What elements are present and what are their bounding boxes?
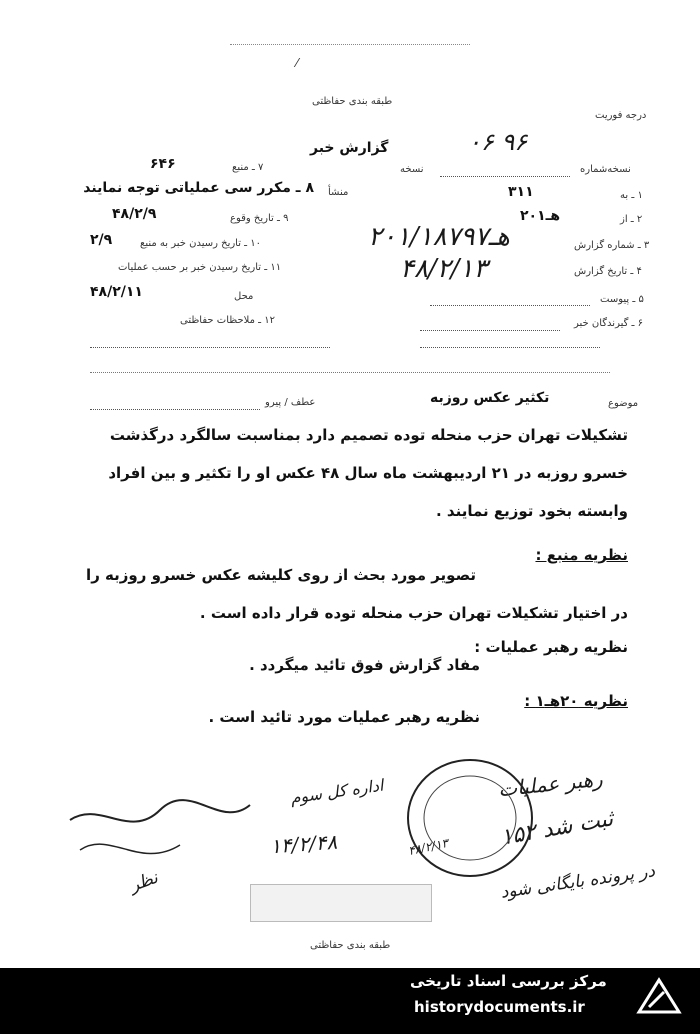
ref-dots [90,409,260,410]
top-rule [230,44,470,45]
brand-title: مرکز بررسی اسناد تاریخی [410,972,607,990]
recipients-dots-2 [420,347,600,348]
office-opinion-label: نظریه ۲۰هـ۱ : [524,692,628,710]
handwriting-note: نظر [127,867,161,897]
recipients-dots [420,330,560,331]
page-title: گزارش خبر [310,140,389,156]
body-line-1: تشکیلات تهران حزب منحله توده تصمیم دارد بمناسبت سالگرد درگذشت [109,426,628,444]
signature [60,790,260,900]
supervisor-opinion-label: نظریه رهبر عملیات : [474,638,628,656]
divider [90,372,610,373]
stamp-date: ۴۸/۲/۱۳ [406,835,450,859]
to-label: ۱ ـ به [620,190,643,201]
handwriting-supervisor: رهبر عملیات [497,766,604,802]
from-label: ۲ ـ از [620,214,643,225]
receipt-source-label: ۱۰ ـ تاریخ رسیدن خبر به منبع [140,238,262,249]
source-opinion-line-1: تصویر مورد بحث از روی کلیشه عکس خسرو روزبه را [86,566,476,584]
notes-dots [90,347,330,348]
classification-label: طبقه بندی حفاظتی [312,96,393,107]
report-number-value: ۲۰هـ۱/۱۸۷۹۷ [368,222,510,252]
subject-value: تکثیر عکس روزبه [430,390,550,406]
handwriting-registered: ثبت شد ۱۵۲ [498,806,616,851]
priority-label: درجه فوریت [595,110,647,121]
place-value: ۴۸/۲/۱۱ [90,284,143,300]
faded-stamp [250,884,432,922]
report-date-value: ۴۸/۲/۱۳ [400,254,488,284]
subject-label: موضوع [608,398,639,409]
brand-url: historydocuments.ir [414,998,585,1016]
copy-dots [440,176,570,177]
event-date-value: ۴۸/۲/۹ [112,206,157,222]
handwriting-date: ۱۴/۲/۴۸ [269,829,338,859]
origin-label: منشأ [328,187,349,198]
source-opinion-label: نظریه منبع : [535,546,628,564]
body-line-2: خسرو روزبه در ۲۱ اردیبهشت ماه سال ۴۸ عکس او را تکثیر و بین افراد [108,464,628,482]
report-date-label: ۴ ـ تاریخ گزارش [574,266,642,277]
recipients-label: ۶ ـ گیرندگان خبر [574,318,644,329]
handwriting-file: در پرونده بایگانی شود [499,861,657,903]
receipt-ops-label: ۱۱ ـ تاریخ رسیدن خبر بر حسب عملیات [118,262,282,273]
handwriting-office: اداره کل سوم [289,775,385,808]
corner-mark: ⁄ [296,56,299,70]
stamp-seal [400,748,540,888]
supervisor-opinion-text: مفاد گزارش فوق تائید میگردد . [249,656,480,674]
event-date-label: ۹ ـ تاریخ وقوع [230,213,289,224]
source-opinion-line-2: در اختیار تشکیلات تهران حزب منحله توده قرار داده است . [199,604,628,622]
to-value: ۳۱۱ [508,184,534,200]
copy-label: نسخه [400,164,424,175]
copy-number-label: نسخه‌شماره [580,164,631,175]
from-value: ۲۰هـ۱ [520,208,561,224]
attachment-dots [430,305,590,306]
report-number-label: ۳ ـ شماره گزارش [574,240,650,251]
source-label: ۷ ـ منبع [232,162,264,173]
attachment-label: ۵ ـ پیوست [600,294,644,305]
body-line-3: وابسته بخود توزیع نمایند . [435,502,628,520]
place-label: محل [234,291,254,302]
origin-value: ۸ ـ مکرر سی عملیاتی توجه نمایند [83,180,314,196]
office-opinion-text: نظریه رهبر عملیات مورد تائید است . [208,708,480,726]
footer-classification-label: طبقه بندی حفاظتی [310,940,391,951]
notes-label: ۱۲ ـ ملاحظات حفاظتی [180,315,275,326]
brand-logo-icon [634,972,684,1022]
handwritten-number: ۰۶ ۹۶ [468,128,528,156]
receipt-source-value: ۲/۹ [90,232,113,248]
ref-label: عطف / پیرو [265,397,316,408]
source-value: ۶۴۶ [150,156,176,172]
